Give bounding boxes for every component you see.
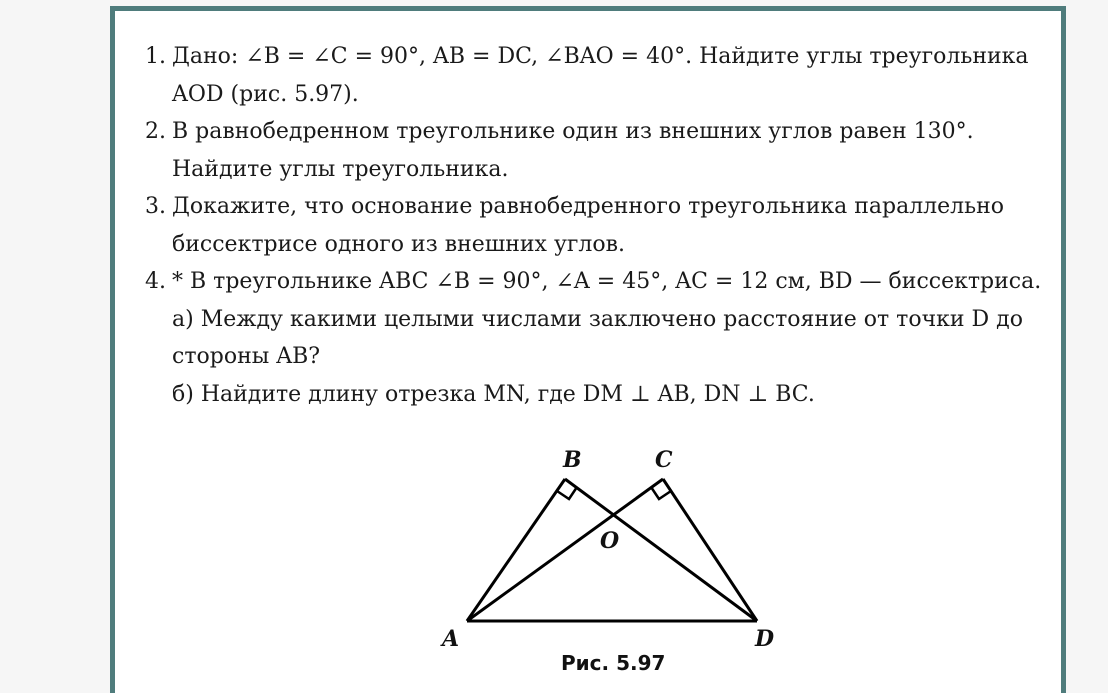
segment-cd [663, 479, 757, 621]
task-text-line: AOD (рис. 5.97). [172, 81, 359, 107]
task-text-line: Найдите углы треугольника. [172, 156, 509, 182]
task-number: 3. [145, 194, 166, 219]
task-text-line: Дано: ∠B = ∠C = 90°, AB = DC, ∠BAO = 40°. Найдите углы треугольника [172, 44, 1029, 69]
segment-ac [467, 479, 663, 621]
segment-bd [565, 479, 757, 621]
figure-caption: Рис. 5.97 [561, 651, 666, 675]
geometry-figure [430, 440, 790, 690]
point-label-o: O [600, 528, 620, 554]
task-number: 1. [145, 44, 166, 69]
task-text-line: б) Найдите длину отрезка MN, где DM ⊥ AB, DN ⊥ BC. [172, 381, 815, 407]
point-label-a: A [442, 626, 460, 652]
task-2 [145, 113, 1035, 188]
task-text-line: В равнобедренном треугольнике один из внешних углов равен 130°. [172, 119, 974, 144]
point-label-d: D [755, 626, 775, 652]
task-3 [145, 188, 1035, 263]
task-number: 4. [145, 269, 166, 294]
point-label-c: C [655, 447, 673, 473]
task-text-line: Докажите, что основание равнобедренного треугольника параллельно [172, 194, 1005, 219]
task-text-line: биссектрисе одного из внешних углов. [172, 231, 626, 257]
task-4 [145, 263, 1042, 413]
task-text-line: стороны AB? [172, 344, 321, 369]
point-label-b: B [563, 447, 582, 473]
task-number: 2. [145, 119, 166, 144]
segment-ab [467, 479, 565, 621]
task-text-line: а) Между какими целыми числами заключено расстояние от точки D до [172, 306, 1023, 332]
task-text-line: * В треугольнике ABC ∠B = 90°, ∠A = 45°, AC = 12 см, BD — биссектриса. [172, 269, 1042, 294]
task-list [145, 38, 1042, 413]
task-1 [145, 38, 1035, 113]
